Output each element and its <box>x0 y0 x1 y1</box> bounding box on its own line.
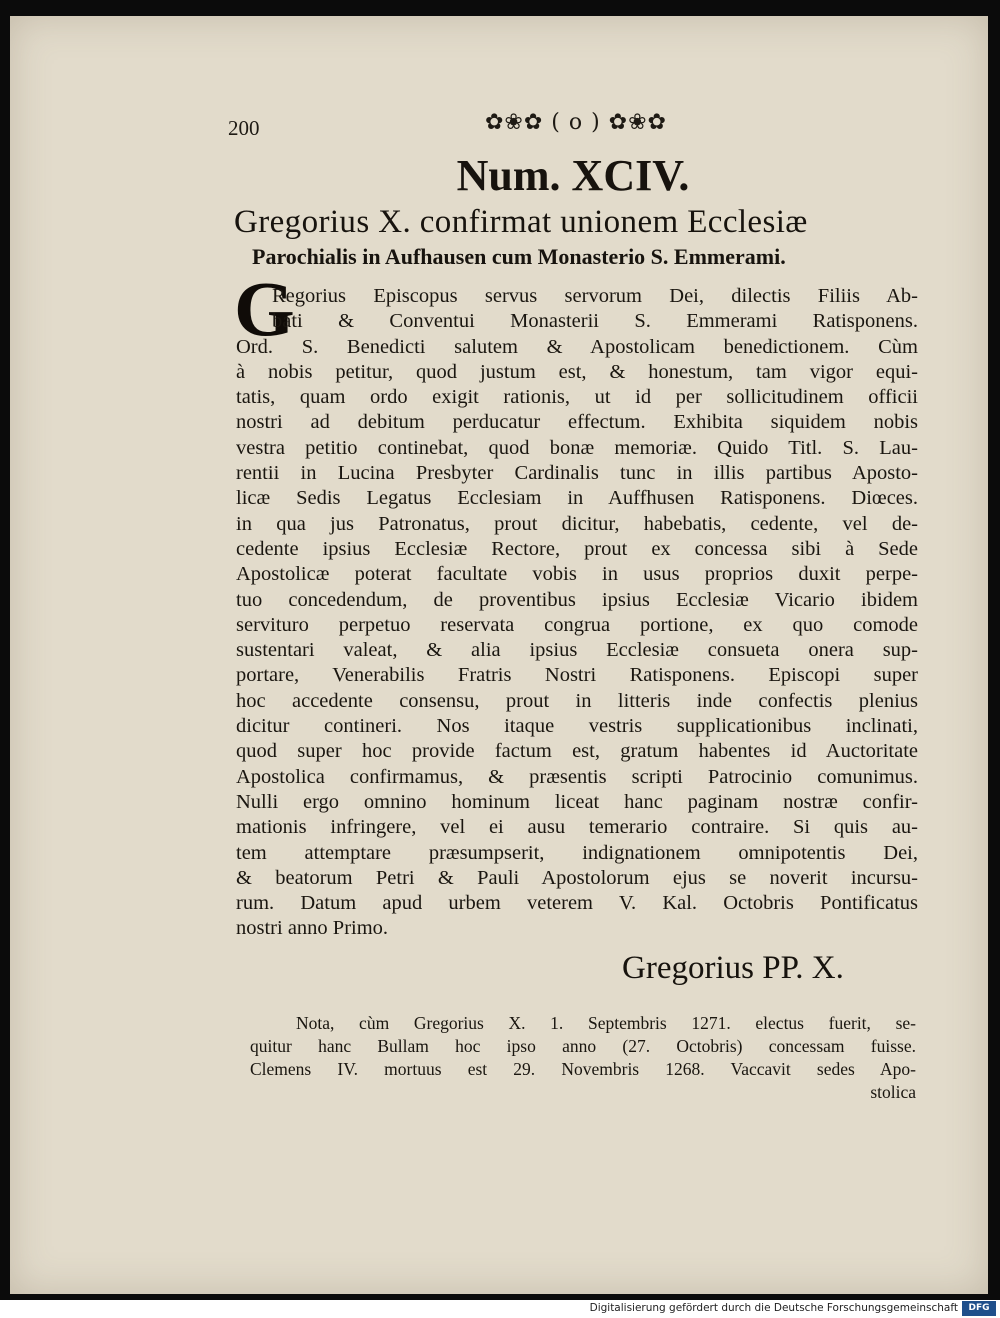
body-line: servituro perpetuo reservata congrua portione, ex quo comode <box>236 613 918 636</box>
note-line: Nota, cùm Gregorius X. 1. Septembris 1271. electus fuerit, se- <box>296 1013 916 1033</box>
document-heading-line-2: Parochialis in Aufhausen cum Monasterio S. Emmerami. <box>252 244 786 269</box>
body-line: Nulli ergo omnino hominum liceat hanc paginam nostræ confir- <box>236 790 918 813</box>
body-line: hoc accedente consensu, prout in litteris inde confectis plenius <box>236 689 918 712</box>
body-line: Apostolicæ poterat facultate vobis in usus proprios duxit perpe- <box>236 563 918 586</box>
note-line: stolica <box>870 1082 916 1102</box>
drop-capital: G <box>234 265 295 352</box>
header-ornament: ✿❀✿ ( o ) ✿❀✿ <box>485 110 667 135</box>
body-line: bati & Conventui Monasterii S. Emmerami Ratisponens. <box>272 310 918 333</box>
page-header <box>228 110 918 146</box>
body-line: nostri ad debitum perducatur effectum. Exhibita siquidem nobis <box>236 411 918 434</box>
body-line: vestra petitio continebat, quod bonæ memoriæ. Quido Titl. S. Lau- <box>236 436 918 459</box>
body-line: à nobis petitur, quod justum est, & honestum, tam vigor equi- <box>236 360 918 383</box>
body-line: nostri anno Primo. <box>236 917 389 940</box>
body-line: quod super hoc provide factum est, gratum habentes id Auctoritate <box>236 740 918 763</box>
body-line: Regorius Episcopus servus servorum Dei, dilectis Filiis Ab- <box>272 285 918 307</box>
footer-bar <box>0 1300 1000 1318</box>
body-line: in qua jus Patronatus, prout dicitur, habebatis, cedente, vel de- <box>236 512 918 535</box>
page-number: 200 <box>228 116 260 140</box>
body-line: rentii in Lucina Presbyter Cardinalis tunc in illis partibus Aposto- <box>236 462 918 485</box>
funding-credit: Digitalisierung gefördert durch die Deutsche Forschungsgemeinschaft <box>589 1302 958 1314</box>
body-line: tuo concedendum, de proventibus ipsius Ecclesiæ Vicario ibidem <box>236 588 918 611</box>
note-line: quitur hanc Bullam hoc ipso anno (27. Octobris) concessam fuisse. <box>250 1036 916 1056</box>
body-line: Ord. S. Benedicti salutem & Apostolicam benedictionem. Cùm <box>236 335 918 358</box>
body-line: rum. Datum apud urbem veterem V. Kal. Octobris Pontificatus <box>236 892 918 915</box>
document-heading-line-1: Gregorius X. confirmat unionem Ecclesiæ <box>234 204 808 240</box>
body-line: sustentari valeat, & alia ipsius Ecclesiæ consueta onera sup- <box>236 639 918 662</box>
body-line: dicitur contineri. Nos itaque vestris supplicationibus inclinati, <box>236 715 918 738</box>
footnote <box>250 1012 916 1104</box>
dfg-logo: DFG <box>962 1301 996 1316</box>
body-line: tem attemptare præsumpserit, indignationem omnipotentis Dei, <box>236 841 918 864</box>
body-line: tatis, quam ordo exigit rationis, ut id per sollicitudinem officii <box>236 386 918 409</box>
body-line: licæ Sedis Legatus Ecclesiam in Auffhusen Ratisponens. Diœces. <box>236 487 918 510</box>
body-line: cedente ipsius Ecclesiæ Rectore, prout ex concessa sibi à Sede <box>236 537 918 560</box>
note-line: Clemens IV. mortuus est 29. Novembris 1268. Vaccavit sedes Apo- <box>250 1059 916 1079</box>
signature-line: Gregorius PP. X. <box>622 950 844 986</box>
body-line: Apostolica confirmamus, & præsentis scripti Patrocinio comunimus. <box>236 765 918 788</box>
body-line: portare, Venerabilis Fratris Nostri Ratisponens. Episcopi super <box>236 664 918 687</box>
document-number-title: Num. XCIV. <box>456 151 690 200</box>
body-line: mationis infringere, vel ei ausu temerario contraire. Si quis au- <box>236 816 918 839</box>
document-body <box>236 284 918 942</box>
body-line: & beatorum Petri & Pauli Apostolorum ejus se noverit incursu- <box>236 866 918 889</box>
